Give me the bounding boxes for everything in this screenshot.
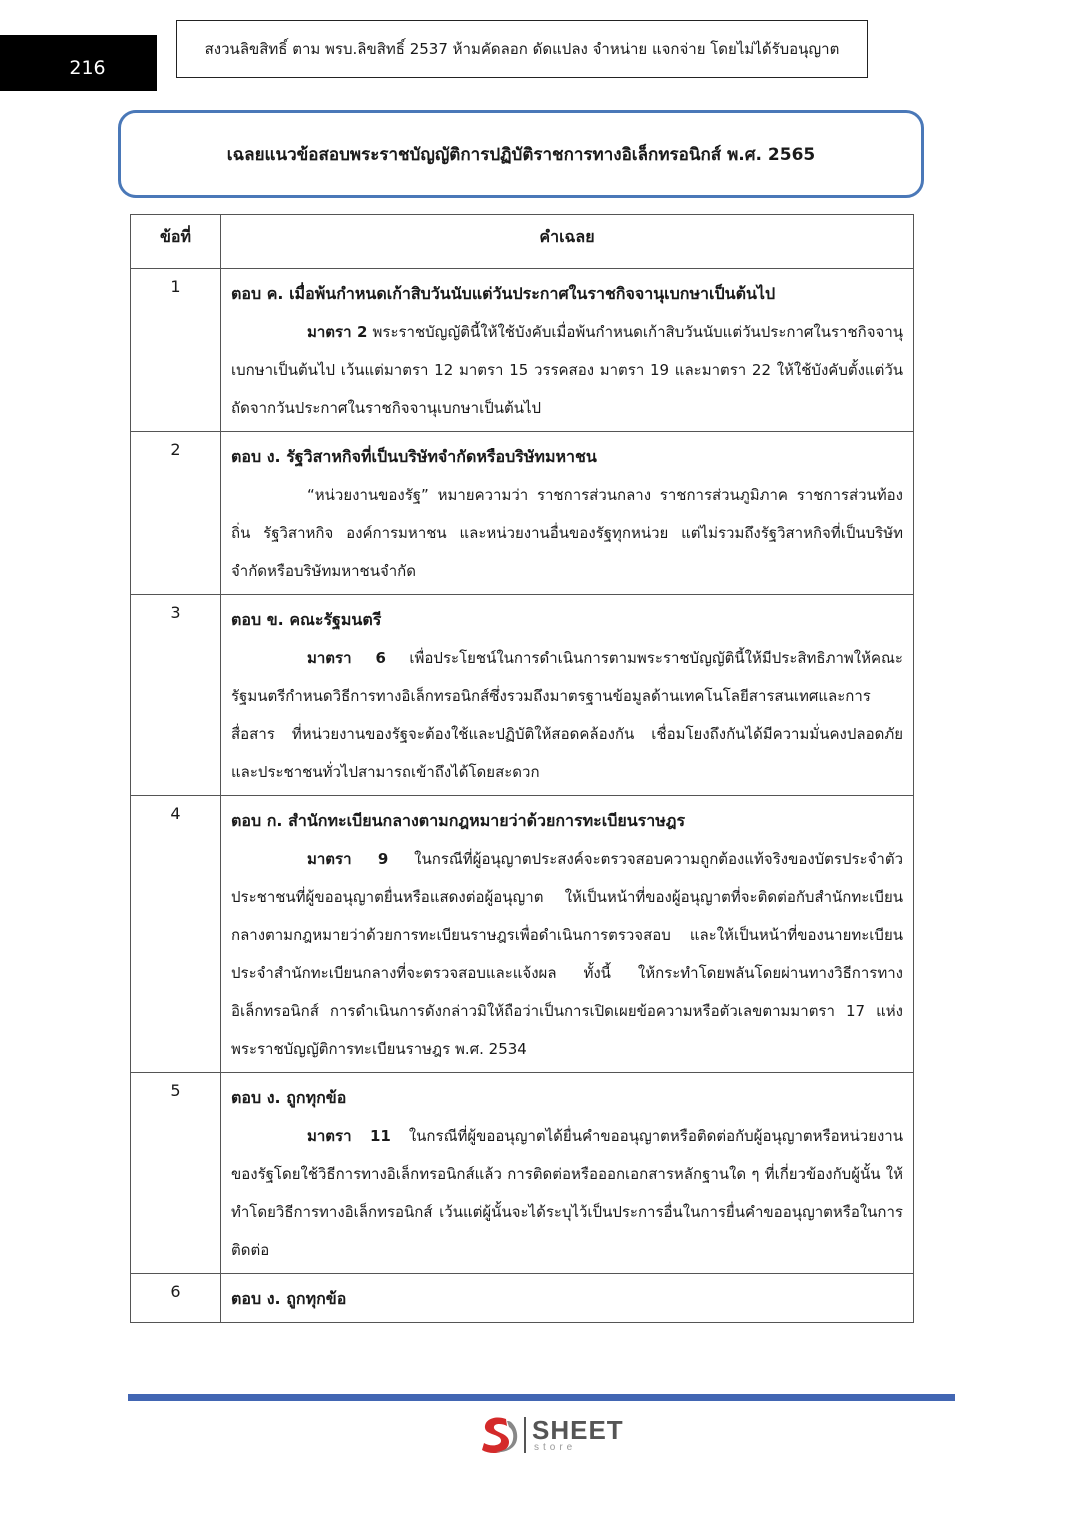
column-header-number: ข้อที่ — [131, 215, 221, 269]
answer-cell — [221, 595, 914, 796]
logo-wordmark — [532, 1417, 624, 1453]
explanation — [231, 476, 903, 590]
question-number: 3 — [131, 595, 221, 796]
answer-choice: ตอบ ง. ถูกทุกข้อ — [231, 1088, 347, 1107]
answer-choice: ตอบ ง. ถูกทุกข้อ — [231, 1289, 347, 1308]
question-number: 5 — [131, 1073, 221, 1274]
table-row — [131, 1073, 914, 1274]
copyright-notice: สงวนลิขสิทธิ์ ตาม พรบ.ลิขสิทธิ์ 2537 ห้ามคัดลอก ดัดแปลง จำหน่าย แจกจ่าย โดยไม่ได้รับอนุญาต — [176, 20, 868, 78]
question-number: 1 — [131, 269, 221, 432]
answer-choice: ตอบ ข. คณะรัฐมนตรี — [231, 610, 382, 629]
section-ref: มาตรา 6 — [307, 649, 386, 667]
logo-subtitle: store — [534, 1442, 577, 1453]
explanation — [231, 313, 903, 427]
answer-choice: ตอบ ก. สำนักทะเบียนกลางตามกฎหมายว่าด้วยการทะเบียนราษฎร — [231, 811, 686, 830]
answer-table — [130, 214, 914, 1323]
table-row — [131, 796, 914, 1073]
page-title: เฉลยแนวข้อสอบพระราชบัญญัติการปฏิบัติราชการทางอิเล็กทรอนิกส์ พ.ศ. 2565 — [118, 110, 924, 198]
section-ref: มาตรา 9 — [307, 850, 389, 868]
explanation-text: ในกรณีที่ผู้ขออนุญาตได้ยื่นคำขออนุญาตหรือติดต่อกับผู้อนุญาตหรือหน่วยงานของรัฐโดยใช้วิธีการทางอิเล็กทรอนิกส์แล้ว การติดต่อหรือออกเอกสารหลักฐานใด ๆ ที่เกี่ยวข้องกับผู้นั้น ให้ทำโดยวิธีการทางอิเล็กทรอนิกส์ เว้นแต่ผู้นั้นจะได้ระบุไว้เป็นประการอื่นในการยื่นคำขออนุญาตหรือในการติดต่อ — [231, 1127, 903, 1259]
table-row — [131, 1274, 914, 1323]
question-number: 4 — [131, 796, 221, 1073]
column-header-answer: คำเฉลย — [221, 215, 914, 269]
sheet-store-logo — [476, 1412, 624, 1458]
explanation — [231, 1117, 903, 1269]
answer-choice: ตอบ ง. รัฐวิสาหกิจที่เป็นบริษัทจำกัดหรือบริษัทมหาชน — [231, 447, 597, 466]
explanation-text: พระราชบัญญัตินี้ให้ใช้บังคับเมื่อพ้นกำหนดเก้าสิบวันนับแต่วันประกาศในราชกิจจานุเบกษาเป็นต้นไป เว้นแต่มาตรา 12 มาตรา 15 วรรคสอง มาตรา 19 และมาตรา 22 ให้ใช้บังคับตั้งแต่วันถัดจากวันประกาศในราชกิจจานุเบกษาเป็นต้นไป — [231, 323, 903, 417]
question-number: 2 — [131, 432, 221, 595]
section-ref: มาตรา 2 — [307, 323, 368, 341]
table-row — [131, 595, 914, 796]
page-number: 216 — [0, 35, 157, 91]
answer-cell — [221, 432, 914, 595]
explanation — [231, 840, 903, 1068]
answer-cell — [221, 796, 914, 1073]
question-number: 6 — [131, 1274, 221, 1323]
sheet-store-logo-icon — [476, 1413, 520, 1457]
table-header-row — [131, 215, 914, 269]
explanation-text: ในกรณีที่ผู้อนุญาตประสงค์จะตรวจสอบความถูกต้องแท้จริงของบัตรประจำตัวประชาชนที่ผู้ขออนุญาตยื่นหรือแสดงต่อผู้อนุญาต ให้เป็นหน้าที่ของผู้อนุญาตที่จะติดต่อกับสำนักทะเบียนกลางตามกฎหมายว่าด้วยการทะเบียนราษฎรเพื่อดำเนินการตรวจสอบ และให้เป็นหน้าที่ของนายทะเบียนประจำสำนักทะเบียนกลางที่จะตรวจสอบและแจ้งผล ทั้งนี้ ให้กระทำโดยพลันโดยผ่านทางวิธีการทางอิเล็กทรอนิกส์ การดำเนินการดังกล่าวมิให้ถือว่าเป็นการเปิดเผยข้อความหรือตัวเลขตามมาตรา 17 แห่งพระราชบัญญัติการทะเบียนราษฎร พ.ศ. 2534 — [231, 850, 903, 1058]
explanation-text: เพื่อประโยชน์ในการดำเนินการตามพระราชบัญญัตินี้ให้มีประสิทธิภาพให้คณะรัฐมนตรีกำหนดวิธีการทางอิเล็กทรอนิกส์ซึ่งรวมถึงมาตรฐานข้อมูลด้านเทคโนโลยีสารสนเทศและการสื่อสาร ที่หน่วยงานของรัฐจะต้องใช้และปฏิบัติให้สอดคล้องกัน เชื่อมโยงถึงกันได้มีความมั่นคงปลอดภัย และประชาชนทั่วไปสามารถเข้าถึงได้โดยสะดวก — [231, 649, 903, 781]
answer-cell — [221, 1274, 914, 1323]
logo-word: SHEET — [532, 1415, 624, 1445]
explanation-text: “หน่วยงานของรัฐ” หมายความว่า ราชการส่วนกลาง ราชการส่วนภูมิภาค ราชการส่วนท้องถิ่น รัฐวิสาหกิจ องค์การมหาชน และหน่วยงานอื่นของรัฐทุกหน่วย แต่ไม่รวมถึงรัฐวิสาหกิจที่เป็นบริษัทจำกัดหรือบริษัทมหาชนจำกัด — [231, 486, 903, 580]
logo-divider — [524, 1417, 526, 1453]
footer-divider — [128, 1394, 955, 1401]
table-row — [131, 269, 914, 432]
table-row — [131, 432, 914, 595]
answer-cell — [221, 1073, 914, 1274]
section-ref: มาตรา 11 — [307, 1127, 391, 1145]
answer-cell — [221, 269, 914, 432]
explanation — [231, 639, 903, 791]
answer-choice: ตอบ ค. เมื่อพ้นกำหนดเก้าสิบวันนับแต่วันประกาศในราชกิจจานุเบกษาเป็นต้นไป — [231, 284, 776, 303]
